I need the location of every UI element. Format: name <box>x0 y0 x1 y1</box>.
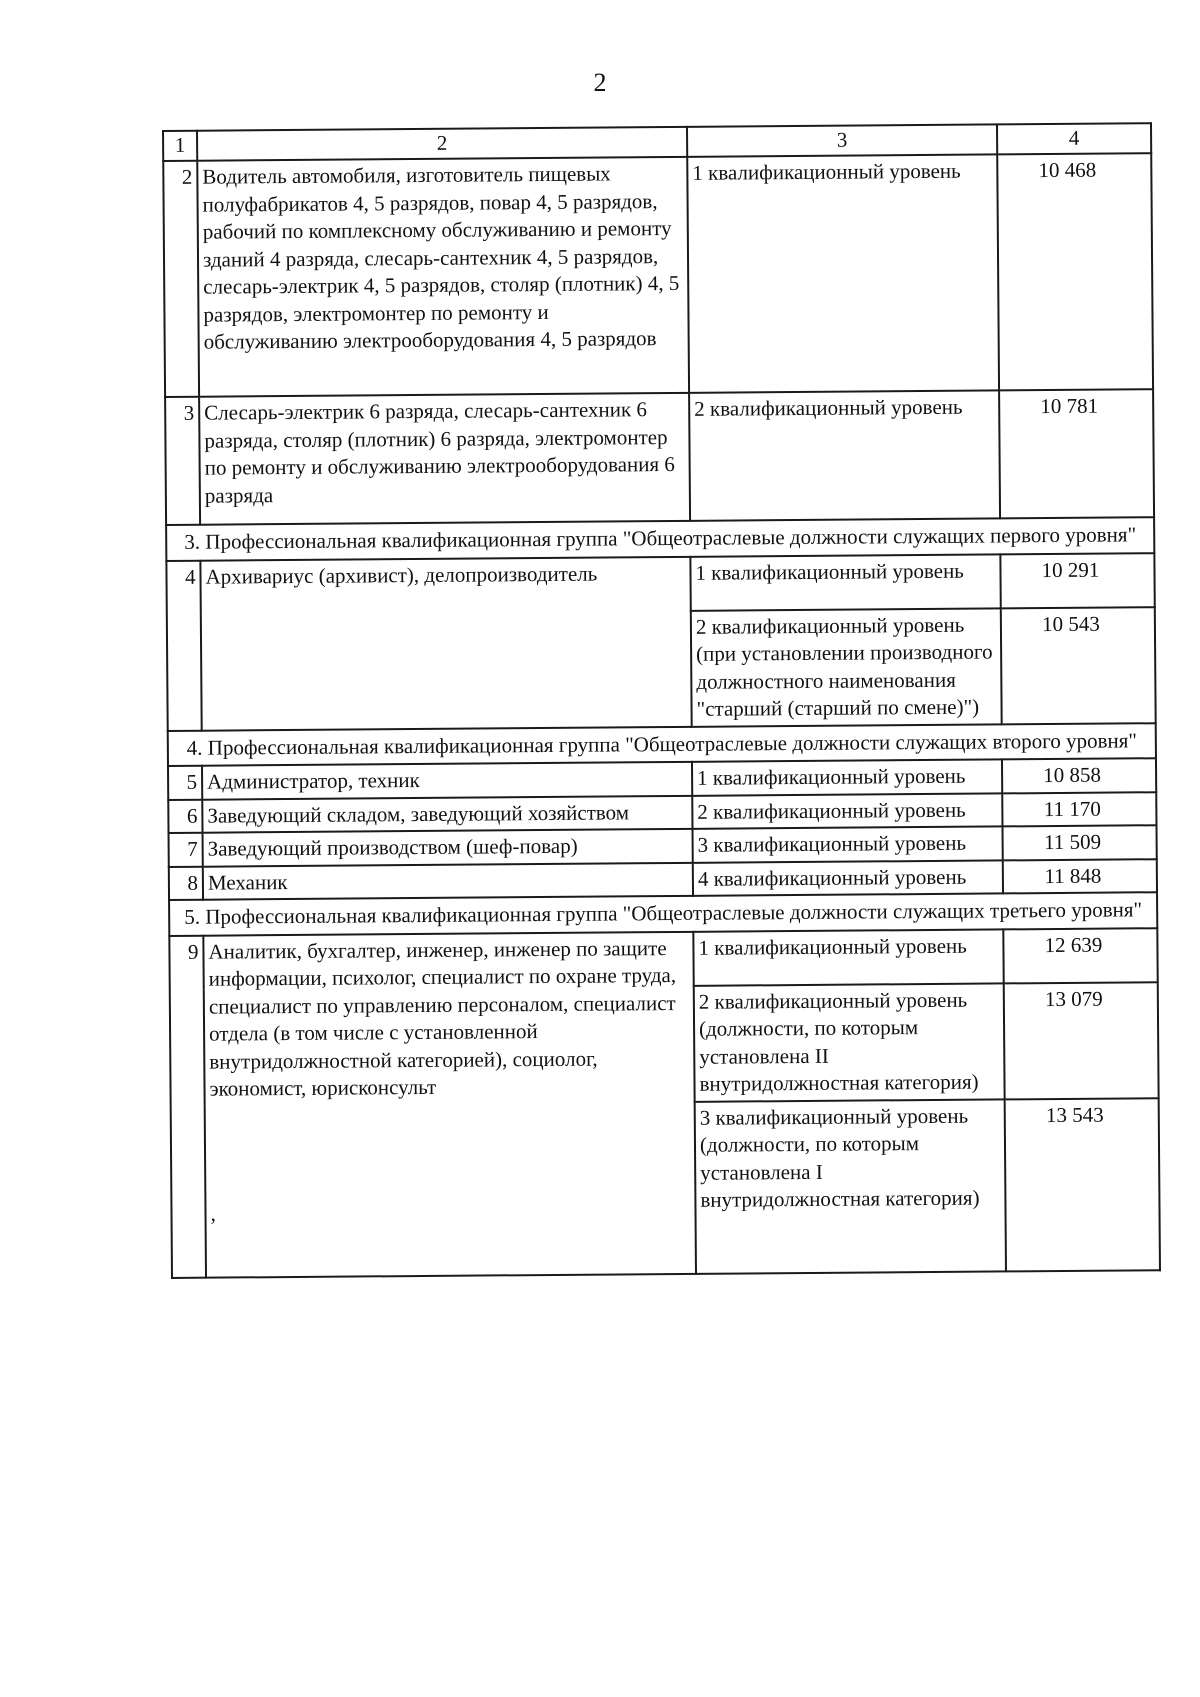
position-cell <box>203 931 696 1277</box>
level-cell: 2 квалификационный уровень (при установлении производного должностного наименования "старший (старший по смене)") <box>691 608 1002 726</box>
row-number: 9 <box>169 935 206 1277</box>
salary-cell: 11 848 <box>1003 859 1157 894</box>
level-cell: 4 квалификационный уровень <box>693 860 1003 896</box>
salary-cell: 10 468 <box>997 153 1153 390</box>
level-cell: 1 квалификационный уровень <box>687 154 999 392</box>
position-cell: Механик <box>203 862 693 899</box>
header-col-2: 2 <box>197 127 687 161</box>
table-row <box>163 153 1153 397</box>
stray-mark: , <box>210 1201 216 1226</box>
row-number: 3 <box>165 397 200 525</box>
table-row <box>165 389 1154 525</box>
salary-cell: 10 291 <box>1000 553 1154 608</box>
salary-cell: 10 543 <box>1001 607 1156 724</box>
row-number: 4 <box>166 560 201 730</box>
row-number: 7 <box>169 833 203 867</box>
position-text: Аналитик, бухгалтер, инженер, инженер по защите информации, психолог, специалист по охране труда, специалист по управлению персоналом, специалист отдела (в том числе с установленной внутридолжностной категорией), социолог, экономист, юрисконсульт <box>208 935 677 1101</box>
row-number: 8 <box>169 866 203 900</box>
header-col-1: 1 <box>163 131 197 161</box>
position-cell: Заведующий складом, заведующий хозяйством <box>202 795 692 832</box>
page-number: 2 <box>593 68 607 97</box>
level-cell: 2 квалификационный уровень (должности, по которым установлена II внутридолжностная категория) <box>694 983 1005 1101</box>
salary-cell: 10 858 <box>1002 758 1156 793</box>
group-heading: 4. Профессиональная квалификационная группа "Общеотраслевые должности служащих второго уровня" <box>168 723 1156 766</box>
position-cell: Архивариус (архивист), делопроизводитель <box>200 556 691 730</box>
salary-cell: 11 509 <box>1002 825 1156 860</box>
salary-table-wrapper <box>162 122 1161 1278</box>
salary-cell: 11 170 <box>1002 792 1156 827</box>
row-number: 2 <box>163 161 199 397</box>
salary-table <box>162 122 1161 1278</box>
position-cell: Слесарь-электрик 6 разряда, слесарь-сантехник 6 разряда, столяр (плотник) 6 разряда, электромонтер по ремонту и обслуживанию электрооборудования 6 разряда <box>199 393 690 525</box>
level-cell: 3 квалификационный уровень <box>693 826 1003 862</box>
salary-cell: 10 781 <box>999 389 1154 518</box>
level-cell: 1 квалификационный уровень <box>690 554 1000 610</box>
level-cell: 2 квалификационный уровень <box>692 793 1002 829</box>
table-row <box>169 928 1157 990</box>
group-heading: 3. Профессиональная квалификационная группа "Общеотраслевые должности служащих первого уровня" <box>166 517 1154 560</box>
header-col-4: 4 <box>997 123 1151 154</box>
row-number: 6 <box>168 799 202 833</box>
salary-cell: 13 079 <box>1004 982 1159 1099</box>
level-cell: 1 квалификационный уровень <box>693 929 1003 985</box>
position-cell: Администратор, техник <box>202 762 692 799</box>
level-cell: 3 квалификационный уровень (должности, по которым установлена I внутридолжностная категория) <box>695 1099 1006 1273</box>
group-heading: 5. Профессиональная квалификационная группа "Общеотраслевые должности служащих третьего уровня" <box>169 892 1157 935</box>
header-col-3: 3 <box>687 124 997 156</box>
salary-cell: 12 639 <box>1003 928 1157 983</box>
row-number: 5 <box>168 766 202 800</box>
level-cell: 2 квалификационный уровень <box>689 390 1000 520</box>
position-cell: Водитель автомобиля, изготовитель пищевых полуфабрикатов 4, 5 разрядов, повар 4, 5 разрядов, рабочий по комплексному обслуживанию и ремонту зданий 4 разряда, слесарь-сантехник 4, 5 разрядов, слесарь-электрик 4, 5 разрядов, столяр (плотник) 4, 5 разрядов, электромонтер по ремонту и обслуживанию электрооборудования 4, 5 разрядов <box>197 157 689 397</box>
position-cell: Заведующий производством (шеф-повар) <box>203 829 693 866</box>
salary-cell: 13 543 <box>1005 1098 1160 1271</box>
table-row <box>166 553 1154 615</box>
level-cell: 1 квалификационный уровень <box>692 759 1002 795</box>
